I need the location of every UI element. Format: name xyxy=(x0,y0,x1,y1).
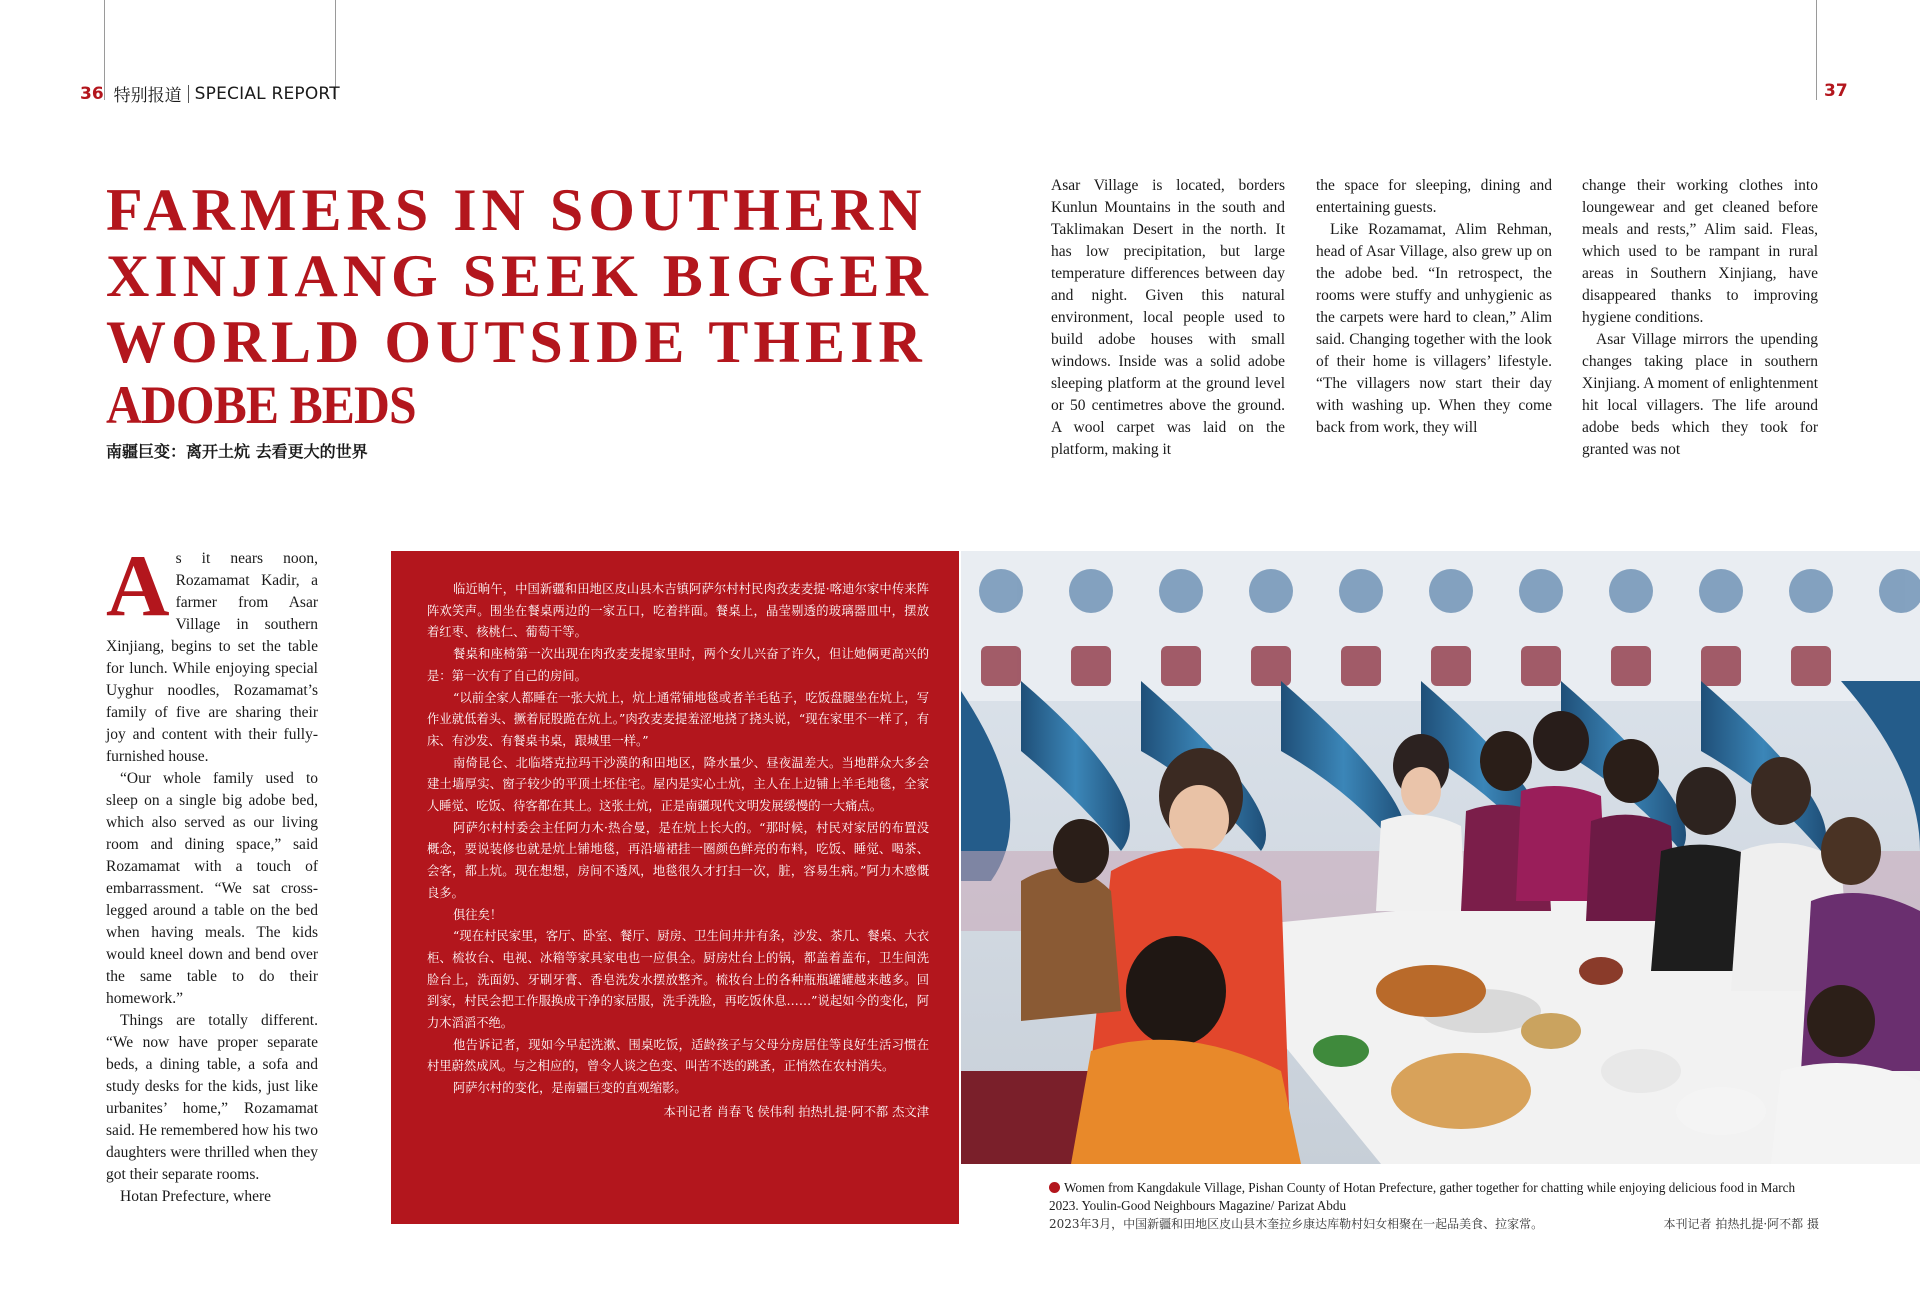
headline-line-last: ADOBE BEDS xyxy=(106,375,416,435)
cn-byline: 本刊记者 肖春飞 侯伟利 拍热扎提·阿不都 杰文津 xyxy=(663,1104,929,1119)
body-paragraph: “Our whole family used to sleep on a single big adobe bed, which also served as our living room and dining space,” said Rozamamat with a touch of embarrassment. “We sat cross-legged around a table on the bed when having meals. The kids would kneel down and bend over the same table to do their homework.” xyxy=(106,770,318,1007)
curtain-pattern xyxy=(961,551,1920,701)
cn-paragraph: 他告诉记者，现如今早起洗漱、围桌吃饭，适龄孩子与父母分房居住等良好生活习惯在村里蔚然成风。与之相应的，曾令人谈之色变、叫苦不迭的跳蚤，正悄然在农村消失。 xyxy=(427,1037,929,1074)
body-paragraph: change their working clothes into loungewear and get cleaned before meals and rests,” Alim said. Fleas, which used to be rampant in rural areas in Southern Xinjiang, have disappeared thanks to improving hygiene conditions. xyxy=(1582,177,1818,326)
headline-line: XINJIANG SEEK BIGGER xyxy=(106,243,933,309)
headline-line: WORLD OUTSIDE THEIR xyxy=(106,309,927,375)
top-body-column-1 xyxy=(1051,175,1285,461)
section-name-cn: 特别报道 xyxy=(113,86,182,106)
body-paragraph: Hotan Prefecture, where xyxy=(120,1188,272,1205)
folio-right xyxy=(1824,81,1848,101)
left-body-column xyxy=(106,538,318,1208)
drop-cap: A xyxy=(106,538,170,635)
photo-credit-cn: 本刊记者 拍热扎提·阿不都 摄 xyxy=(1663,1217,1819,1231)
page-number-left: 36 xyxy=(80,83,104,104)
photo-caption-en-text: Women from Kangdakule Village, Pishan County of Hotan Prefecture, gather together for chatting while enjoying delicious food in March 2023. Youlin-Good Neighbours Magazine/ Parizat Abdu xyxy=(1049,1180,1796,1213)
folio-separator xyxy=(188,85,189,103)
page-number-right: 37 xyxy=(1824,81,1848,101)
top-body-column-2 xyxy=(1316,175,1552,439)
body-paragraph: the space for sleeping, dining and entertaining guests. xyxy=(1316,177,1552,216)
cn-paragraph: 阿萨尔村的变化，是南疆巨变的直观缩影。 xyxy=(453,1081,687,1096)
folio-left xyxy=(80,81,340,106)
photo-caption-en xyxy=(1049,1179,1819,1215)
subheadline-cn: 南疆巨变：离开土炕 去看更大的世界 xyxy=(106,442,368,461)
body-paragraph: Things are totally different. “We now have proper separate beds, a dining table, a sofa and study desks for the kids, just like urbanites’ home,” Rozamamat said. He remembered how his two daughters were thrilled when they got their separate rooms. xyxy=(106,1012,318,1183)
photo-caption-cn-text: 2023年3月，中国新疆和田地区皮山县木奎拉乡康达库勒村妇女相聚在一起品美食、拉家常。 xyxy=(1049,1217,1544,1231)
camera-icon xyxy=(1049,1182,1060,1193)
cn-paragraph: 餐桌和座椅第一次出现在肉孜麦麦提家里时，两个女儿兴奋了许久，但让她俩更高兴的是：第一次有了自己的房间。 xyxy=(427,647,929,683)
body-paragraph: Asar Village is located, borders Kunlun Mountains in the south and Taklimakan Desert in the north. It has low precipitation, but large temperature differences between day and night. Given this natural environment, local people used to build adobe houses with small windows. Inside was a solid adobe sleeping platform at the ground level or 50 centimetres above the ground. A wool carpet was laid on the platform, making it xyxy=(1051,177,1285,458)
section-name-en: SPECIAL REPORT xyxy=(194,83,340,104)
headline-line: FARMERS IN SOUTHERN xyxy=(106,177,927,243)
cn-paragraph: 临近晌午，中国新疆和田地区皮山县木吉镇阿萨尔村村民肉孜麦麦提·喀迪尔家中传来阵阵欢笑声。围坐在餐桌两边的一家五口，吃着拌面。餐桌上，晶莹剔透的玻璃器皿中，摆放着红枣、核桃仁、葡萄干等。 xyxy=(427,582,929,640)
top-body-column-3 xyxy=(1582,175,1818,461)
photo-caption-cn xyxy=(1049,1215,1819,1232)
feature-photo xyxy=(961,551,1920,1164)
cn-paragraph: “以前全家人都睡在一张大炕上，炕上通常铺地毯或者羊毛毡子，吃饭盘腿坐在炕上，写作业就低着头、撅着屁股跪在炕上。”肉孜麦麦提羞涩地挠了挠头说，“现在家里不一样了，有床、有沙发、有餐桌书桌，跟城里一样。” xyxy=(427,690,929,748)
body-paragraph: Like Rozamamat, Alim Rehman, head of Asar Village, also grew up on the adobe bed. “In retrospect, the rooms were stuffy and unhygienic as the carpets were hard to clean,” Alim said. Changing together with the look of their home is villagers’ lifestyle. “The villagers now start their day with washing up. When they come back from work, they will xyxy=(1316,221,1552,436)
cn-paragraph: 南倚昆仑、北临塔克拉玛干沙漠的和田地区，降水量少、昼夜温差大。当地群众大多会建土墙厚实、窗子较少的平顶土坯住宅。屋内是实心土炕，主人在上边铺上羊毛地毯，全家人睡觉、吃饭、待客都在其上。这张土炕，正是南疆现代文明发展缓慢的一大痛点。 xyxy=(427,755,929,814)
chinese-text-box xyxy=(391,551,959,1224)
body-paragraph: s it nears noon, Rozamamat Kadir, a farmer from Asar Village in southern Xinjiang, begins to set the table for lunch. While enjoying special Uyghur noodles, Rozamamat’s family of five are sharing their joy and content with their fully-furnished house. xyxy=(106,550,318,765)
article-headline xyxy=(106,177,933,435)
cn-paragraph: 阿萨尔村村委会主任阿力木·热合曼，是在炕上长大的。“那时候，村民对家居的布置没概念，要说装修也就是炕上铺地毯，再沿墙裙挂一圈颜色鲜亮的布料，吃饭、睡觉、喝茶、会客，都上炕。现在想想，房间不透风，地毯很久才打扫一次，脏，容易生病。”阿力木感慨良多。 xyxy=(427,820,929,900)
page-rule-right xyxy=(1816,0,1817,100)
cn-paragraph: “现在村民家里，客厅、卧室、餐厅、厨房、卫生间井井有条，沙发、茶几、餐桌、大衣柜、梳妆台、电视、冰箱等家具家电也一应俱全。厨房灶台上的锅，都盖着盖布，卫生间洗脸台上，洗面奶、牙刷牙膏、香皂洗发水摆放整齐。梳妆台上的各种瓶瓶罐罐越来越多。回到家，村民会把工作服换成干净的家居服，洗手洗脸，再吃饭休息……”说起如今的变化，阿力木滔滔不绝。 xyxy=(427,929,929,1031)
body-paragraph: Asar Village mirrors the upending changes taking place in southern Xinjiang. A moment of enlightenment hit local villagers. The life around adobe beds which they took for granted was not xyxy=(1582,331,1818,458)
cn-paragraph: 俱往矣！ xyxy=(453,907,503,922)
photo-illustration xyxy=(961,551,1920,1164)
